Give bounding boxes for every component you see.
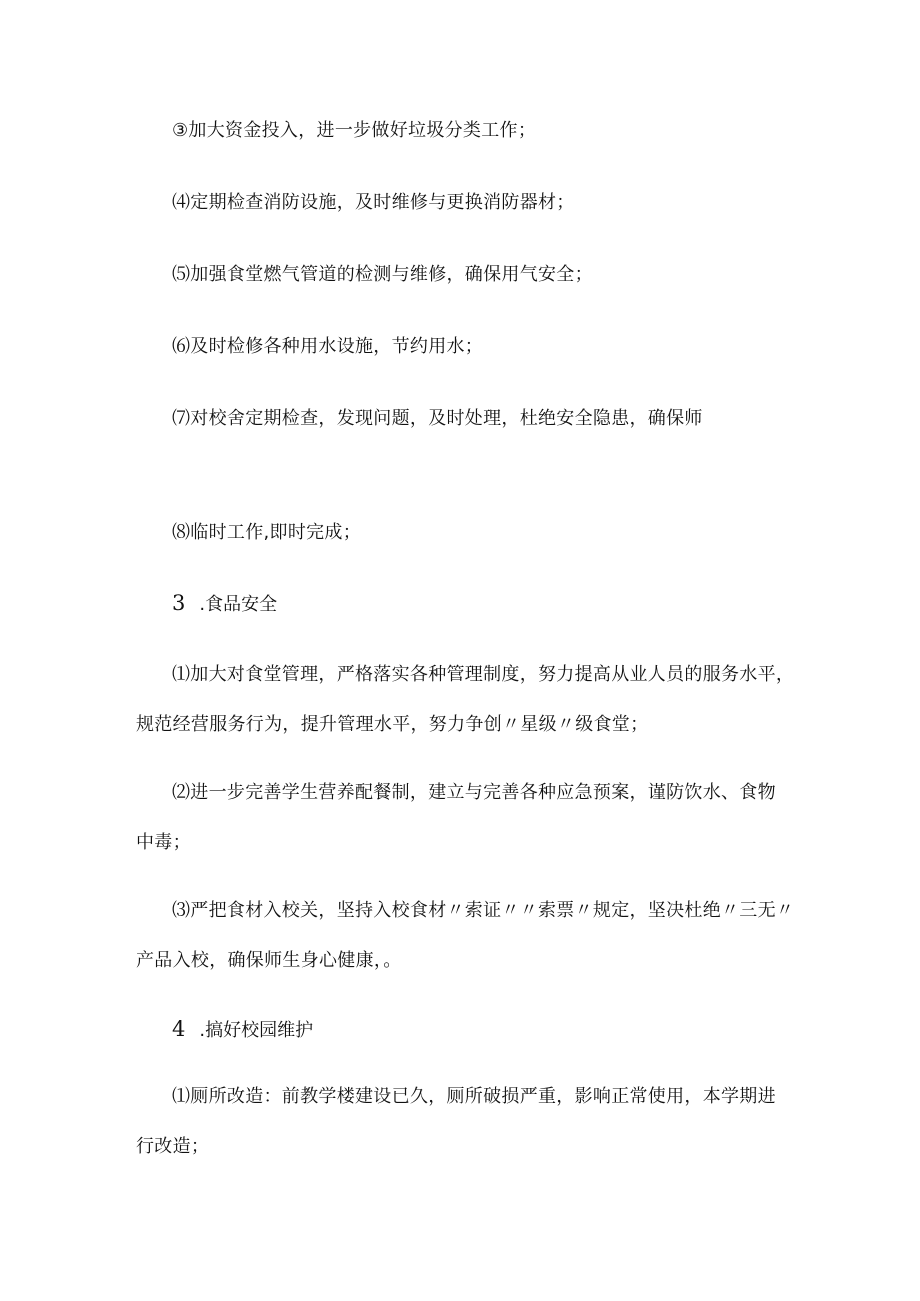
item-5-gas-pipeline: ⑸加强食堂燃气管道的检测与维修，确保用气安全； [172, 264, 593, 285]
section-4-para-1-line-1: ⑴厕所改造：前教学楼建设已久，厕所破损严重，影响正常使用，本学期进 [172, 1086, 776, 1107]
section-4-para-1-line-2: 行改造； [136, 1136, 210, 1157]
item-4-fire-facilities: ⑷定期检查消防设施，及时维修与更换消防器材； [172, 192, 575, 213]
item-8-temporary-work: ⑻临时工作,即时完成； [172, 522, 362, 543]
item-3-fund-investment: ③加大资金投入，进一步做好垃圾分类工作； [172, 120, 537, 141]
section-3-title: .食品安全 [199, 594, 278, 615]
item-7-dorm-inspection: ⑺对校舍定期检查，发现问题，及时处理，杜绝安全隐患，确保师 [172, 408, 703, 429]
section-3-para-3-line-1: ⑶严把食材入校关，坚持入校食材〃索证〃〃索票〃规定，坚决杜绝〃三无〃 [172, 900, 795, 921]
section-4-number: 4 [172, 1017, 186, 1041]
section-3-para-1-line-1: ⑴加大对食堂管理，严格落实各种管理制度，努力提高从业人员的服务水平， [172, 664, 795, 685]
section-3-para-2-line-2: 中毒； [136, 832, 191, 853]
section-3-para-3-line-2: 产品入校，确保师生身心健康，。 [136, 950, 402, 971]
section-4-heading [172, 1017, 313, 1043]
section-4-title: .搞好校园维护 [199, 1020, 314, 1041]
section-3-number: 3 [172, 591, 186, 615]
section-3-para-1-line-2: 规范经营服务行为，提升管理水平，努力争创〃星级〃级食堂； [136, 714, 649, 735]
section-3-para-2-line-1: ⑵进一步完善学生营养配餐制，建立与完善各种应急预案，谨防饮水、食物 [172, 782, 776, 803]
item-6-water-facilities: ⑹及时检修各种用水设施，节约用水； [172, 336, 484, 357]
section-3-heading [172, 591, 277, 617]
